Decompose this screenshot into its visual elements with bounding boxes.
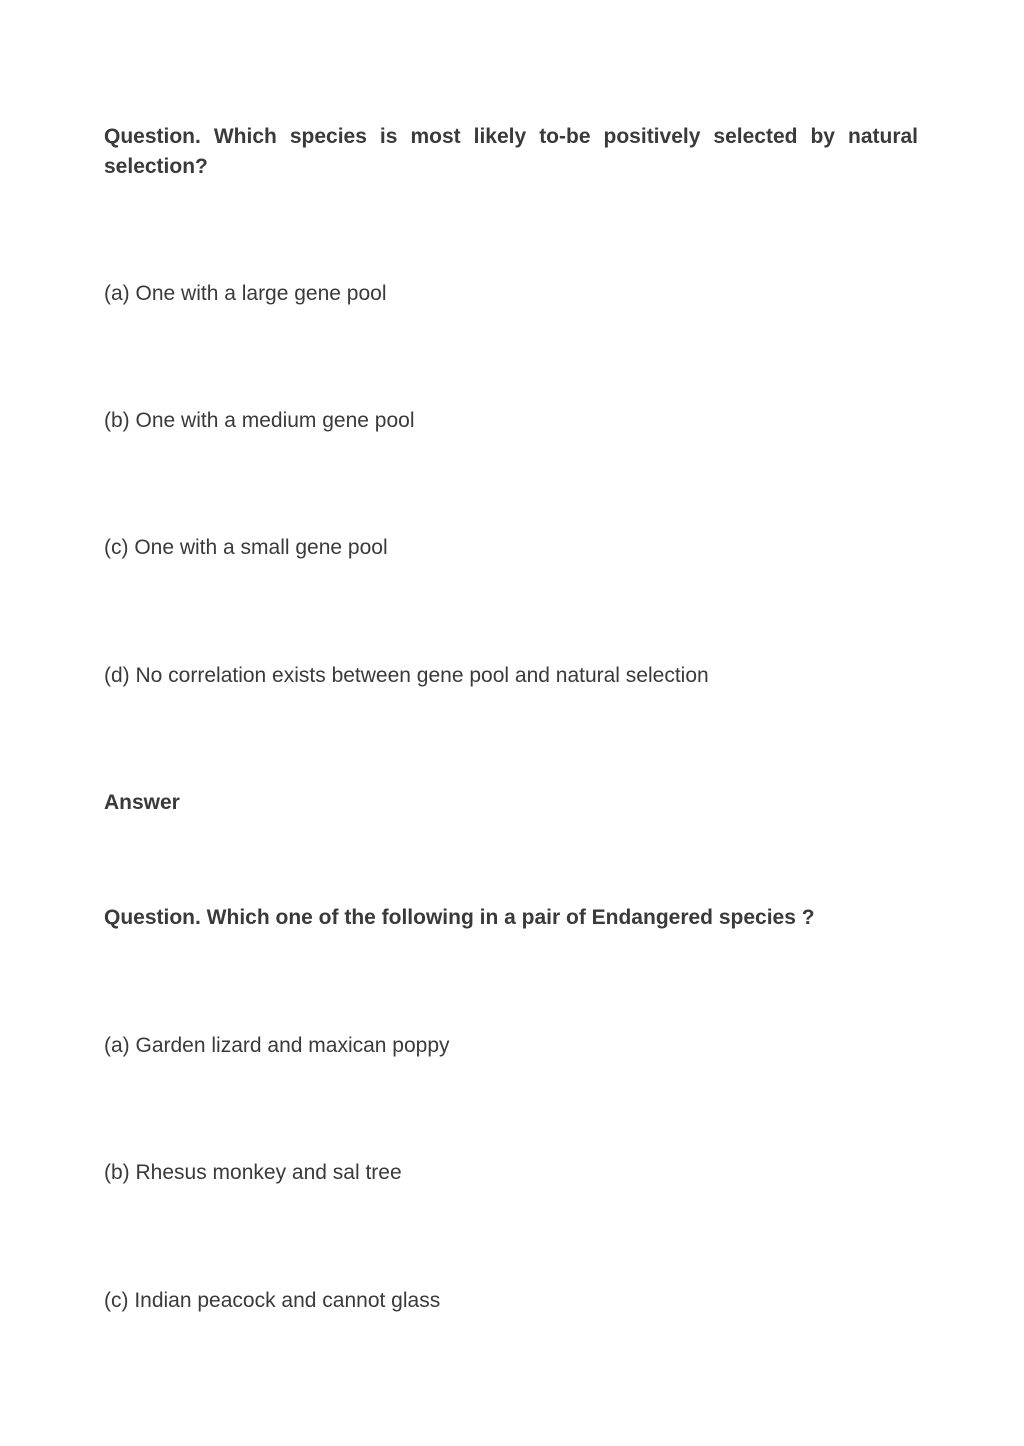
question-1-text: Question. Which species is most likely to-be positively selected by natural selection? <box>104 125 918 178</box>
question-1-option-b: (b) One with a medium gene pool <box>104 409 415 432</box>
question-1-option-a: (a) One with a large gene pool <box>104 282 387 305</box>
question-2-text: Question. Which one of the following in a pair of Endangered species ? <box>104 906 815 929</box>
answer-label: Answer <box>104 791 180 814</box>
question-2-option-c: (c) Indian peacock and cannot glass <box>104 1289 441 1312</box>
question-2-option-b: (b) Rhesus monkey and sal tree <box>104 1161 402 1184</box>
question-2-option-a: (a) Garden lizard and maxican poppy <box>104 1034 450 1057</box>
question-1-option-d: (d) No correlation exists between gene pool and natural selection <box>104 664 709 687</box>
question-1-option-c: (c) One with a small gene pool <box>104 536 388 559</box>
